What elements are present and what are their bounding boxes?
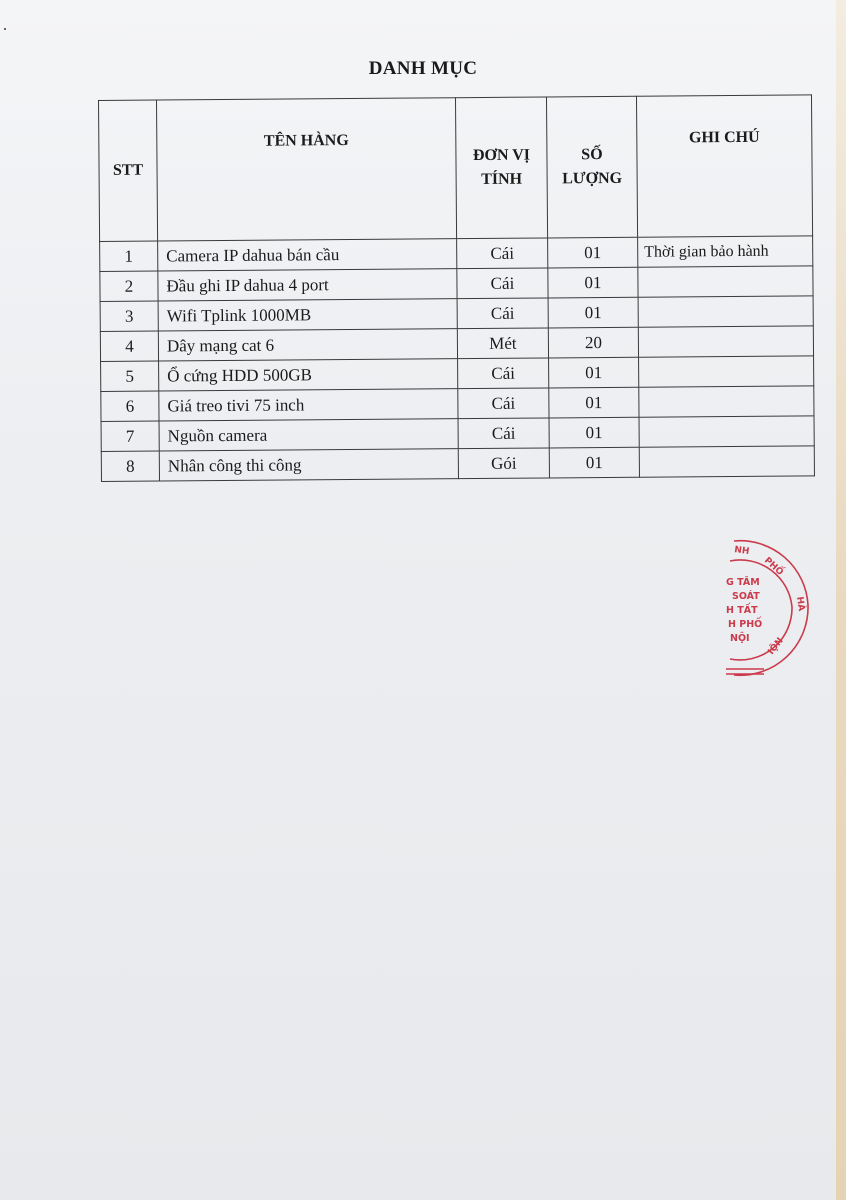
seal-line-2: SOÁT — [732, 591, 760, 602]
paper-speck — [4, 28, 6, 30]
cell-name: Wifi Tplink 1000MB — [158, 299, 457, 331]
cell-stt: 1 — [100, 241, 158, 271]
cell-unit: Cái — [458, 418, 549, 449]
cell-unit: Cái — [457, 298, 548, 329]
cell-note: Thời gian bảo hành — [638, 236, 813, 267]
cell-name: Giá treo tivi 75 inch — [159, 389, 458, 421]
document-title: DANH MỤC — [368, 58, 478, 79]
header-unit — [455, 97, 547, 239]
cell-unit: Cái — [458, 388, 549, 419]
header-stt: STT — [99, 100, 158, 241]
cell-note — [638, 326, 813, 357]
cell-qty: 01 — [548, 297, 638, 328]
seal-arc-right-1: HÀ — [794, 596, 806, 612]
cell-name: Dây mạng cat 6 — [158, 329, 457, 361]
seal-line-3: H TẤT — [726, 605, 758, 616]
cell-qty: 01 — [549, 357, 639, 388]
seal-line-1: G TÂM — [726, 577, 760, 588]
cell-qty: 01 — [549, 417, 639, 448]
table-row — [100, 236, 813, 272]
red-seal-stamp — [720, 535, 815, 680]
seal-text — [726, 545, 808, 657]
cell-stt: 6 — [101, 391, 159, 421]
desk-edge — [836, 0, 846, 1200]
header-unit-line1: ĐƠN VỊ — [472, 146, 531, 165]
cell-stt: 2 — [100, 271, 158, 301]
cell-name: Nhân công thi công — [159, 449, 458, 481]
cell-qty: 01 — [548, 267, 638, 298]
cell-unit: Cái — [458, 358, 549, 389]
cell-stt: 5 — [101, 361, 159, 391]
cell-unit: Mét — [457, 328, 548, 359]
seal-line-5: NỘI — [730, 633, 750, 644]
table-header-row — [99, 95, 813, 242]
seal-arc-top-2: PHỐ — [761, 555, 785, 578]
seal-line-4: H PHỐ — [728, 619, 763, 630]
cell-stt: 4 — [100, 331, 158, 361]
cell-qty: 01 — [548, 237, 638, 268]
header-qty — [546, 96, 637, 238]
cell-name: Nguồn camera — [159, 419, 458, 451]
cell-name: Ổ cứng HDD 500GB — [159, 359, 458, 391]
cell-note — [639, 446, 814, 477]
cell-qty: 01 — [549, 447, 639, 478]
cell-note — [638, 266, 813, 297]
cell-unit: Gói — [458, 448, 549, 479]
seal-graphic — [720, 535, 815, 680]
header-qty-line1: SỐ — [581, 146, 603, 164]
cell-name: Đầu ghi IP dahua 4 port — [158, 269, 457, 301]
cell-name: Camera IP dahua bán cầu — [158, 239, 457, 271]
header-name: TÊN HÀNG — [157, 98, 457, 241]
cell-stt: 3 — [100, 301, 158, 331]
cell-note — [638, 296, 813, 327]
cell-unit: Cái — [457, 238, 548, 269]
header-qty-line2: LƯỢNG — [562, 169, 623, 188]
header-note: GHI CHÚ — [636, 95, 812, 237]
cell-note — [639, 356, 814, 387]
header-unit-line2: TÍNH — [481, 170, 523, 188]
seal-arc-bottom: IỘN — [766, 636, 786, 657]
cell-unit: Cái — [457, 268, 548, 299]
seal-arc-top-1: NH — [733, 545, 750, 558]
cell-stt: 7 — [101, 421, 159, 451]
cell-qty: 01 — [549, 387, 639, 418]
catalog-table — [98, 94, 815, 482]
cell-note — [639, 416, 814, 447]
cell-note — [639, 386, 814, 417]
table-row — [101, 446, 814, 482]
cell-qty: 20 — [548, 327, 638, 358]
cell-stt: 8 — [101, 451, 159, 481]
